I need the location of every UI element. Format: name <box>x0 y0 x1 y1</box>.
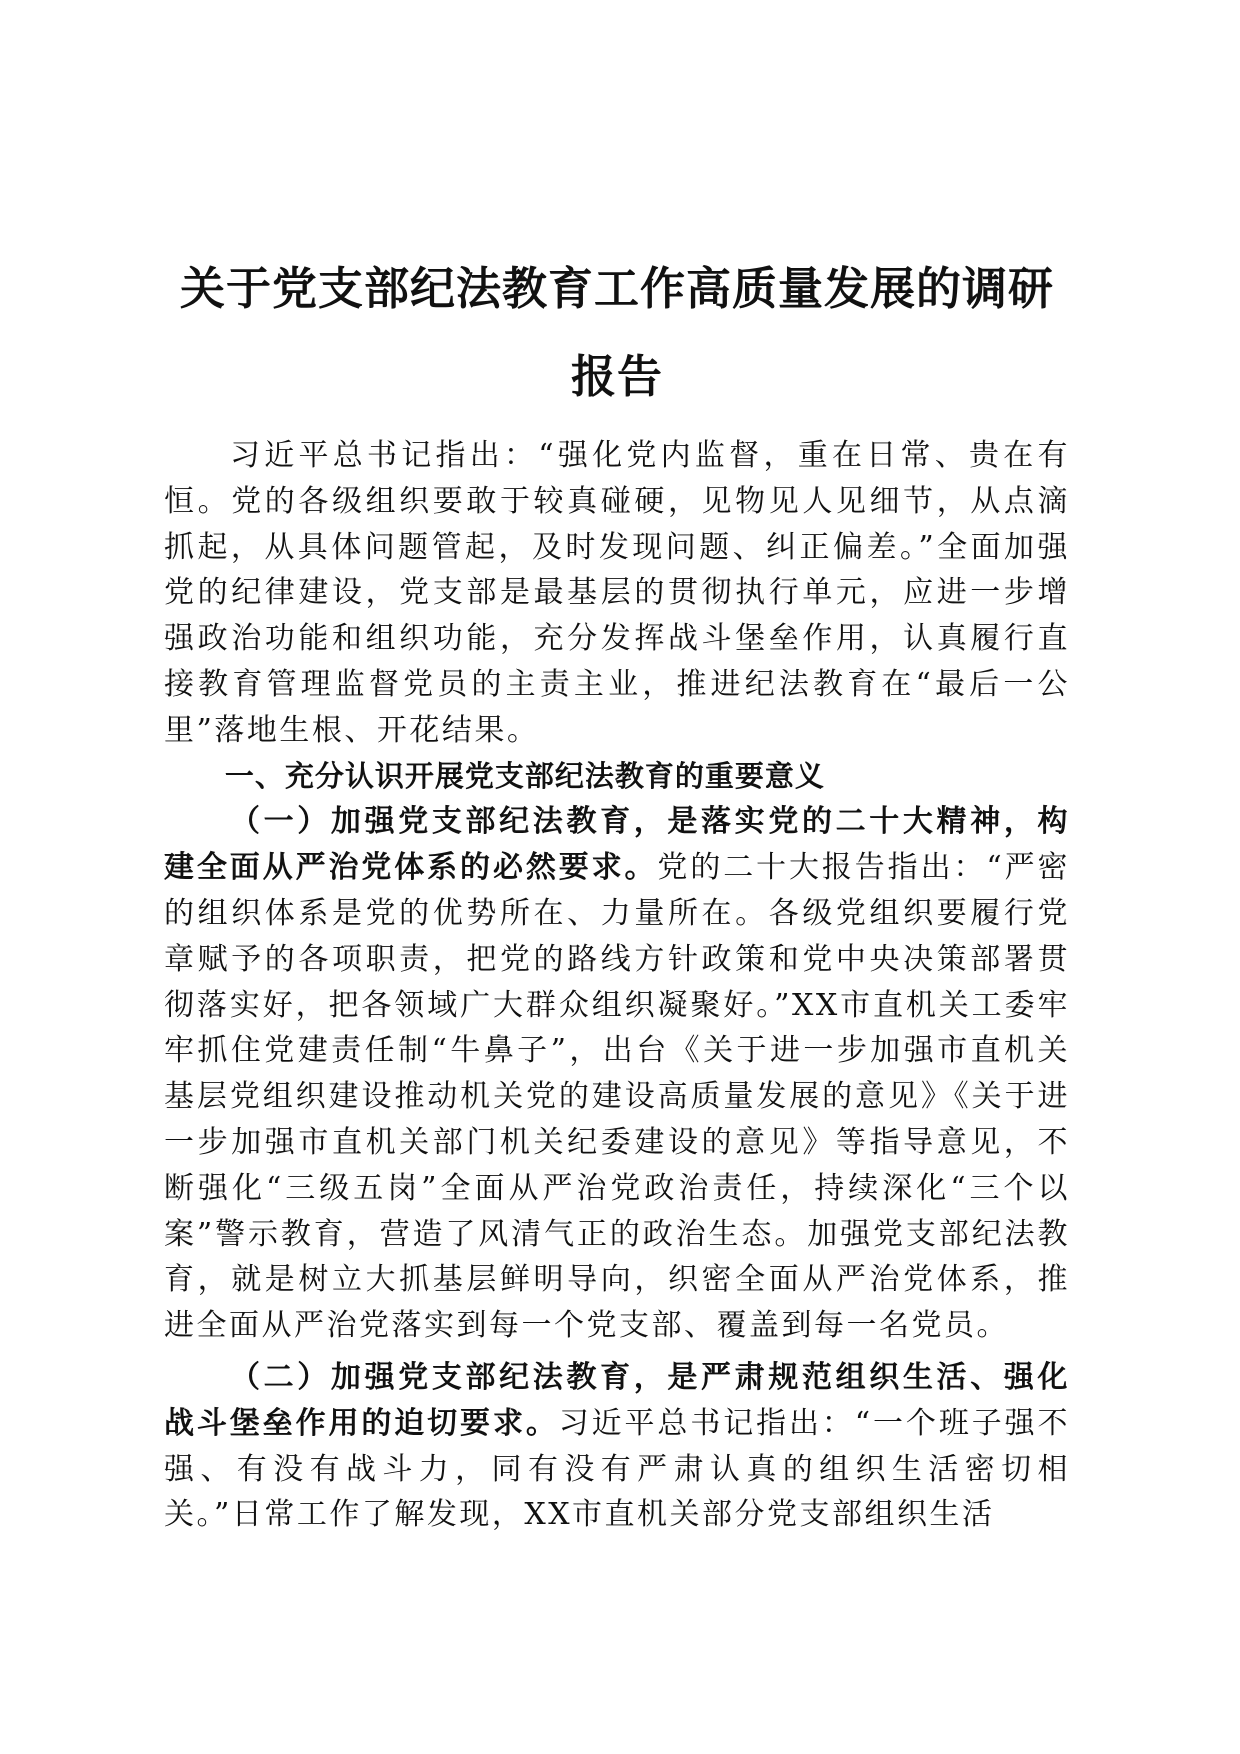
section-heading: 一、充分认识开展党支部纪法教育的重要意义 <box>224 758 825 793</box>
subsection-paragraph-2 <box>164 1355 1070 1538</box>
intro-paragraph: 习近平总书记指出：“强化党内监督，重在日常、贵在有恒。党的各级组织要敢于较真碰硬，见物见人见细节，从点滴抓起，从具体问题管起，及时发现问题、纠正偏差。”全面加强党的纪律建设，党支部是最基层的贯彻执行单元，应进一步增强政治功能和组织功能，充分发挥战斗堡垒作用，认真履行直接教育管理监督党员的主责主业，推进纪法教育在“最后一公里”落地生根、开花结果。 <box>164 438 1070 748</box>
subsection-title-2: （二）加强党支部纪法教育，是严肃规范组织生活、强化战斗堡垒作用的迫切要求。 <box>164 1359 1070 1441</box>
subsection-paragraph-1 <box>164 799 1070 1349</box>
subsection-title-1: （一）加强党支部纪法教育，是落实党的二十大精神，构建全面从严治党体系的必然要求。 <box>164 804 1070 886</box>
document-title: 关于党支部纪法教育工作高质量发展的调研报告 <box>179 262 1054 403</box>
subsection-body-1: 党的二十大报告指出：“严密的组织体系是党的优势所在、力量所在。各级党组织要履行党章赋予的各项职责，把党的路线方针政策和党中央决策部署贯彻落实好，把各领域广大群众组织凝聚好。”XX市直机关工委牢牢抓住党建责任制“牛鼻子”，出台《关于进一步加强市直机关基层党组织建设推动机关党的建设高质量发展的意见》《关于进一步加强市直机关部门机关纪委建设的意见》等指导意见，不断强化“三级五岗”全面从严治党政治责任，持续深化“三个以案”警示教育，营造了风清气正的政治生态。加强党支部纪法教育，就是树立大抓基层鲜明导向，织密全面从严治党体系，推进全面从严治党落实到每一个党支部、覆盖到每一名党员。 <box>164 850 1070 1344</box>
subsection-body-2: 习近平总书记指出：“一个班子强不强、有没有战斗力，同有没有严肃认真的组织生活密切相关。”日常工作了解发现，XX市直机关部分党支部组织生活 <box>164 1405 1071 1533</box>
document-page <box>164 245 1070 1538</box>
